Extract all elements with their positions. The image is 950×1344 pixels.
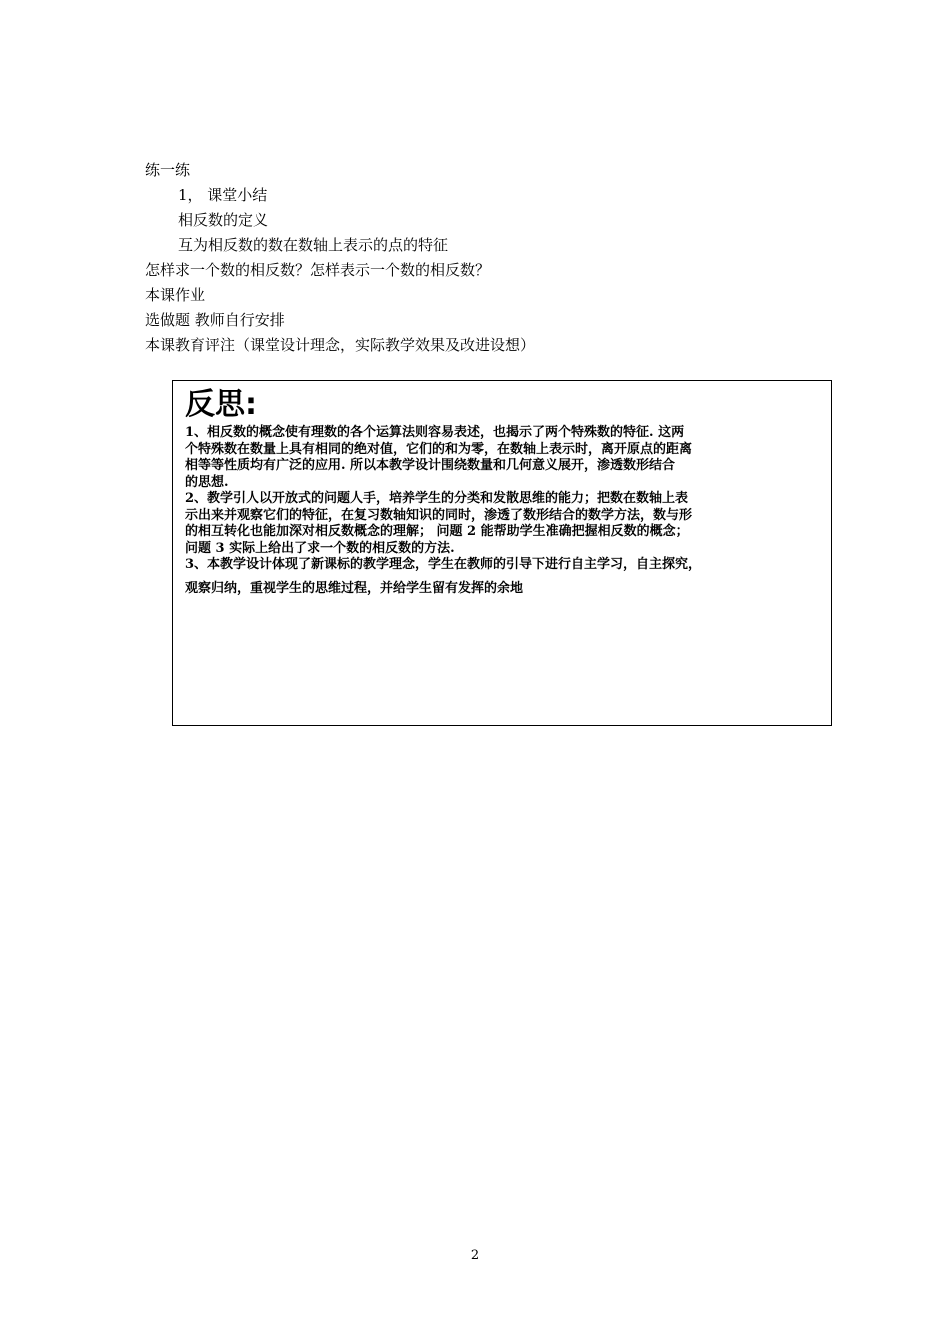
reflection-line: 相等等性质均有广泛的应用. 所以本教学设计围绕数量和几何意义展开，渗透数形结合 — [185, 458, 676, 473]
reflection-line: 示出来并观察它们的特征，在复习数轴知识的同时，渗透了数形结合的数学方法，数与形 — [185, 507, 693, 523]
body-line-feature: 互为相反数的数在数轴上表示的点的特征 — [178, 236, 449, 254]
reflection-title: 反思: — [185, 387, 257, 422]
reflection-line: 的思想. — [185, 474, 229, 490]
body-line-question: 怎样求一个数的相反数？怎样表示一个数的相反数？ — [145, 261, 491, 279]
reflection-body — [185, 425, 821, 597]
body-line-evaluation: 本课教育评注（课堂设计理念，实际教学效果及改进设想） — [145, 336, 536, 354]
body-line-definition: 相反数的定义 — [178, 211, 269, 229]
reflection-line: 3、本教学设计体现了新课标的教学理念，学生在教师的引导下进行自主学习，自主探究， — [185, 557, 702, 572]
reflection-line: 观察归纳，重视学生的思维过程，并给学生留有发挥的余地 — [185, 580, 524, 596]
reflection-line: 的相互转化也能加深对相反数概念的理解； 问题 2 能帮助学生准确把握相反数的概念； — [185, 524, 689, 539]
body-line-practice: 练一练 — [145, 161, 191, 179]
page-number: 2 — [470, 1248, 480, 1263]
body-line-optional: 选做题 教师自行安排 — [145, 311, 285, 329]
body-line-homework: 本课作业 — [145, 286, 206, 304]
reflection-line: 1、相反数的概念使有理数的各个运算法则容易表述，也揭示了两个特殊数的特征. 这两 — [185, 425, 685, 440]
reflection-line: 个特殊数在数量上具有相同的绝对值，它们的和为零，在数轴上表示时，离开原点的距离 — [185, 441, 693, 457]
reflection-box — [172, 380, 832, 726]
body-line-summary: 1， 课堂小结 — [178, 186, 268, 204]
reflection-line: 问题 3 实际上给出了求一个数的相反数的方法. — [185, 540, 455, 556]
reflection-line: 2、教学引人以开放式的问题人手，培养学生的分类和发散思维的能力；把数在数轴上表 — [185, 491, 689, 506]
